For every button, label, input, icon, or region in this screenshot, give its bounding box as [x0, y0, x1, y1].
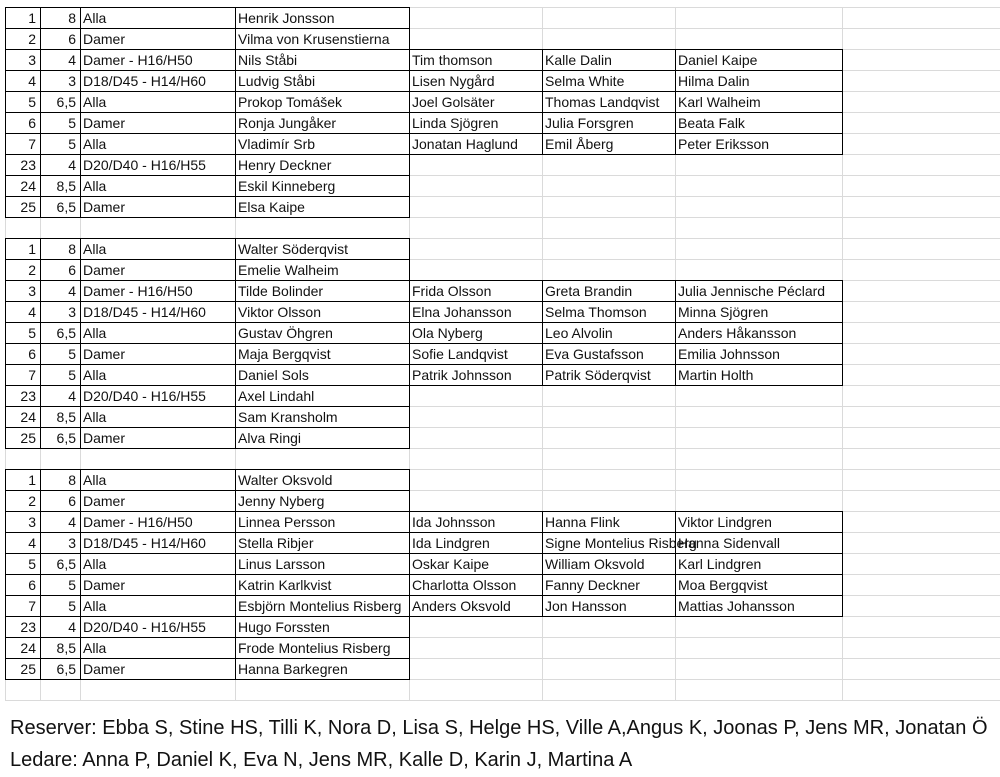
cell-row-number[interactable]: 5	[5, 322, 41, 344]
cell-row-number[interactable]: 4	[5, 70, 41, 92]
cell-extra-name-1[interactable]: Linda Sjögren	[409, 112, 543, 134]
cell-points[interactable]: 6,5	[40, 658, 81, 680]
cell-extra-name-3[interactable]: Mattias Johansson	[675, 595, 843, 617]
cell-extra-name-2[interactable]: Jon Hansson	[542, 595, 676, 617]
cell-extra-name-3[interactable]: Hanna Sidenvall	[675, 532, 843, 554]
cell-points[interactable]: 8,5	[40, 637, 81, 659]
cell-extra-name-3[interactable]: Viktor Lindgren	[675, 511, 843, 533]
cell-row-number[interactable]: 6	[5, 343, 41, 365]
cell-row-number[interactable]: 3	[5, 511, 41, 533]
cell-row-number[interactable]: 23	[5, 616, 41, 638]
cell-extra-name-1[interactable]: Sofie Landqvist	[409, 343, 543, 365]
cell-extra-name-3[interactable]: Julia Jennische Péclard	[675, 280, 843, 302]
cell-extra-name-2[interactable]: William Oksvold	[542, 553, 676, 575]
cell-points[interactable]: 6,5	[40, 553, 81, 575]
cell-points[interactable]: 3	[40, 532, 81, 554]
cell-class[interactable]: Damer - H16/H50	[80, 511, 236, 533]
cell-name[interactable]: Viktor Olsson	[235, 301, 410, 323]
cell-row-number[interactable]: 1	[5, 238, 41, 260]
cell-name[interactable]: Linus Larsson	[235, 553, 410, 575]
cell-class[interactable]: Damer - H16/H50	[80, 280, 236, 302]
cell-extra-name-1[interactable]: Joel Golsäter	[409, 91, 543, 113]
cell-extra-name-2[interactable]: Selma Thomson	[542, 301, 676, 323]
gridline-horizontal	[5, 700, 1000, 701]
cell-class[interactable]: Alla	[80, 637, 236, 659]
cell-class[interactable]: Damer	[80, 343, 236, 365]
cell-class[interactable]: Alla	[80, 91, 236, 113]
cell-extra-name-3[interactable]: Moa Bergqvist	[675, 574, 843, 596]
cell-points[interactable]: 5	[40, 112, 81, 134]
cell-name[interactable]: Gustav Öhgren	[235, 322, 410, 344]
cell-name[interactable]: Ronja Jungåker	[235, 112, 410, 134]
cell-points[interactable]: 4	[40, 154, 81, 176]
cell-row-number[interactable]: 24	[5, 175, 41, 197]
cell-row-number[interactable]: 2	[5, 28, 41, 50]
cell-extra-name-1[interactable]: Charlotta Olsson	[409, 574, 543, 596]
cell-name[interactable]: Walter Oksvold	[235, 469, 410, 491]
cell-extra-name-2[interactable]: Signe Montelius Risberg	[542, 532, 676, 554]
cell-class[interactable]: D20/D40 - H16/H55	[80, 154, 236, 176]
cell-points[interactable]: 8,5	[40, 175, 81, 197]
cell-points[interactable]: 4	[40, 616, 81, 638]
cell-row-number[interactable]: 7	[5, 364, 41, 386]
cell-name[interactable]: Walter Söderqvist	[235, 238, 410, 260]
cell-extra-name-2[interactable]: Julia Forsgren	[542, 112, 676, 134]
cell-class[interactable]: D18/D45 - H14/H60	[80, 301, 236, 323]
cell-class[interactable]: Alla	[80, 238, 236, 260]
cell-extra-name-3[interactable]: Hilma Dalin	[675, 70, 843, 92]
cell-row-number[interactable]: 5	[5, 91, 41, 113]
cell-extra-name-1[interactable]: Jonatan Haglund	[409, 133, 543, 155]
cell-row-number[interactable]: 1	[5, 469, 41, 491]
cell-points[interactable]: 4	[40, 511, 81, 533]
cell-points[interactable]: 8,5	[40, 406, 81, 428]
cell-extra-name-2[interactable]: Greta Brandin	[542, 280, 676, 302]
cell-class[interactable]: Alla	[80, 595, 236, 617]
footer-notes	[0, 705, 1000, 777]
cell-name[interactable]: Vladimír Srb	[235, 133, 410, 155]
cell-class[interactable]: Damer	[80, 658, 236, 680]
cell-name[interactable]: Nils Ståbi	[235, 49, 410, 71]
cell-row-number[interactable]: 3	[5, 49, 41, 71]
cell-class[interactable]: D20/D40 - H16/H55	[80, 616, 236, 638]
cell-name[interactable]: Linnea Persson	[235, 511, 410, 533]
cell-extra-name-2[interactable]: Emil Åberg	[542, 133, 676, 155]
cell-name[interactable]: Frode Montelius Risberg	[235, 637, 410, 659]
cell-points[interactable]: 6	[40, 28, 81, 50]
cell-class[interactable]: Alla	[80, 7, 236, 29]
cell-class[interactable]: Damer	[80, 196, 236, 218]
cell-row-number[interactable]: 4	[5, 301, 41, 323]
cell-extra-name-1[interactable]: Anders Oksvold	[409, 595, 543, 617]
cell-row-number[interactable]: 6	[5, 574, 41, 596]
cell-row-number[interactable]: 23	[5, 154, 41, 176]
cell-row-number[interactable]: 25	[5, 427, 41, 449]
cell-row-number[interactable]: 5	[5, 553, 41, 575]
cell-extra-name-1[interactable]: Ida Lindgren	[409, 532, 543, 554]
cell-extra-name-2[interactable]: Selma White	[542, 70, 676, 92]
cell-class[interactable]: D20/D40 - H16/H55	[80, 385, 236, 407]
cell-extra-name-2[interactable]: Fanny Deckner	[542, 574, 676, 596]
cell-extra-name-2[interactable]: Kalle Dalin	[542, 49, 676, 71]
cell-row-number[interactable]: 24	[5, 637, 41, 659]
cell-points[interactable]: 4	[40, 49, 81, 71]
cell-points[interactable]: 6,5	[40, 427, 81, 449]
cell-name[interactable]: Hanna Barkegren	[235, 658, 410, 680]
cell-extra-name-3[interactable]: Daniel Kaipe	[675, 49, 843, 71]
cell-points[interactable]: 6,5	[40, 91, 81, 113]
cell-name[interactable]: Axel Lindahl	[235, 385, 410, 407]
cell-extra-name-1[interactable]: Patrik Johnsson	[409, 364, 543, 386]
cell-class[interactable]: Alla	[80, 469, 236, 491]
cell-name[interactable]: Alva Ringi	[235, 427, 410, 449]
cell-points[interactable]: 6,5	[40, 322, 81, 344]
cell-name[interactable]: Stella Ribjer	[235, 532, 410, 554]
cell-class[interactable]: Alla	[80, 175, 236, 197]
cell-extra-name-1[interactable]: Lisen Nygård	[409, 70, 543, 92]
cell-points[interactable]: 8	[40, 7, 81, 29]
cell-points[interactable]: 5	[40, 364, 81, 386]
cell-row-number[interactable]: 2	[5, 490, 41, 512]
cell-class[interactable]: D18/D45 - H14/H60	[80, 532, 236, 554]
cell-name[interactable]: Daniel Sols	[235, 364, 410, 386]
cell-class[interactable]: Damer - H16/H50	[80, 49, 236, 71]
cell-points[interactable]: 8	[40, 469, 81, 491]
cell-row-number[interactable]: 3	[5, 280, 41, 302]
cell-name[interactable]: Elsa Kaipe	[235, 196, 410, 218]
cell-name[interactable]: Hugo Forssten	[235, 616, 410, 638]
cell-row-number[interactable]: 23	[5, 385, 41, 407]
cell-extra-name-3[interactable]: Beata Falk	[675, 112, 843, 134]
cell-class[interactable]: Alla	[80, 322, 236, 344]
cell-extra-name-3[interactable]: Peter Eriksson	[675, 133, 843, 155]
cell-extra-name-1[interactable]: Elna Johansson	[409, 301, 543, 323]
cell-points[interactable]: 3	[40, 70, 81, 92]
cell-extra-name-3[interactable]: Martin Holth	[675, 364, 843, 386]
cell-points[interactable]: 5	[40, 133, 81, 155]
cell-name[interactable]: Henrik Jonsson	[235, 7, 410, 29]
cell-points[interactable]: 5	[40, 343, 81, 365]
cell-class[interactable]: Alla	[80, 364, 236, 386]
cell-class[interactable]: Damer	[80, 574, 236, 596]
cell-class[interactable]: Alla	[80, 553, 236, 575]
cell-extra-name-2[interactable]: Thomas Landqvist	[542, 91, 676, 113]
cell-extra-name-3[interactable]: Minna Sjögren	[675, 301, 843, 323]
cell-row-number[interactable]: 7	[5, 595, 41, 617]
cell-name[interactable]: Emelie Walheim	[235, 259, 410, 281]
cell-name[interactable]: Prokop Tomášek	[235, 91, 410, 113]
cell-extra-name-1[interactable]: Oskar Kaipe	[409, 553, 543, 575]
cell-points[interactable]: 5	[40, 595, 81, 617]
cell-points[interactable]: 5	[40, 574, 81, 596]
cell-name[interactable]: Jenny Nyberg	[235, 490, 410, 512]
cell-class[interactable]: Damer	[80, 427, 236, 449]
cell-points[interactable]: 6,5	[40, 196, 81, 218]
cell-row-number[interactable]: 7	[5, 133, 41, 155]
cell-row-number[interactable]: 25	[5, 196, 41, 218]
cell-extra-name-1[interactable]: Frida Olsson	[409, 280, 543, 302]
cell-class[interactable]: Alla	[80, 406, 236, 428]
cell-points[interactable]: 6	[40, 259, 81, 281]
cell-class[interactable]: Alla	[80, 133, 236, 155]
cell-extra-name-3[interactable]: Anders Håkansson	[675, 322, 843, 344]
cell-points[interactable]: 4	[40, 280, 81, 302]
cell-extra-name-1[interactable]: Tim thomson	[409, 49, 543, 71]
cell-name[interactable]: Tilde Bolinder	[235, 280, 410, 302]
cell-class[interactable]: Damer	[80, 112, 236, 134]
cell-name[interactable]: Maja Bergqvist	[235, 343, 410, 365]
cell-class[interactable]: Damer	[80, 259, 236, 281]
cell-points[interactable]: 3	[40, 301, 81, 323]
cell-extra-name-3[interactable]: Emilia Johnsson	[675, 343, 843, 365]
cell-name[interactable]: Sam Kransholm	[235, 406, 410, 428]
cell-name[interactable]: Ludvig Ståbi	[235, 70, 410, 92]
cell-extra-name-2[interactable]: Hanna Flink	[542, 511, 676, 533]
cell-extra-name-3[interactable]: Karl Lindgren	[675, 553, 843, 575]
cell-points[interactable]: 8	[40, 238, 81, 260]
cell-points[interactable]: 4	[40, 385, 81, 407]
ledare-text[interactable]: Ledare: Anna P, Daniel K, Eva N, Jens MR, Kalle D, Karin J, Martina A	[10, 749, 633, 771]
cell-extra-name-2[interactable]: Patrik Söderqvist	[542, 364, 676, 386]
cell-name[interactable]: Eskil Kinneberg	[235, 175, 410, 197]
cell-extra-name-1[interactable]: Ida Johnsson	[409, 511, 543, 533]
cell-row-number[interactable]: 6	[5, 112, 41, 134]
cell-row-number[interactable]: 25	[5, 658, 41, 680]
cell-extra-name-2[interactable]: Leo Alvolin	[542, 322, 676, 344]
cell-points[interactable]: 6	[40, 490, 81, 512]
cell-class[interactable]: D18/D45 - H14/H60	[80, 70, 236, 92]
cell-extra-name-3[interactable]: Karl Walheim	[675, 91, 843, 113]
cell-class[interactable]: Damer	[80, 28, 236, 50]
cell-name[interactable]: Vilma von Krusenstierna	[235, 28, 410, 50]
cell-row-number[interactable]: 1	[5, 7, 41, 29]
cell-name[interactable]: Henry Deckner	[235, 154, 410, 176]
cell-name[interactable]: Esbjörn Montelius Risberg	[235, 595, 410, 617]
cell-row-number[interactable]: 4	[5, 532, 41, 554]
cell-class[interactable]: Damer	[80, 490, 236, 512]
reserver-text[interactable]: Reserver: Ebba S, Stine HS, Tilli K, Nora D, Lisa S, Helge HS, Ville A,Angus K, Joonas P, Jens MR, Jonatan Ö	[10, 717, 988, 739]
cell-name[interactable]: Katrin Karlkvist	[235, 574, 410, 596]
cell-extra-name-2[interactable]: Eva Gustafsson	[542, 343, 676, 365]
cell-row-number[interactable]: 24	[5, 406, 41, 428]
cell-extra-name-1[interactable]: Ola Nyberg	[409, 322, 543, 344]
cell-row-number[interactable]: 2	[5, 259, 41, 281]
